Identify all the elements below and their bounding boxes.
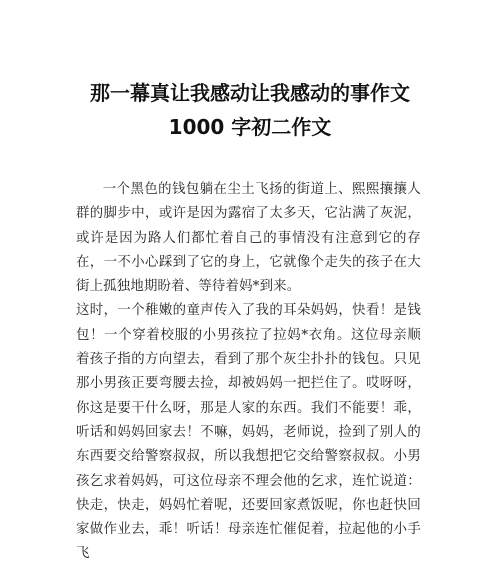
document-title: 那一幕真让我感动让我感动的事作文 1000 字初二作文 <box>90 81 410 139</box>
paragraph: 一个黑色的钱包躺在尘土飞扬的街道上、熙熙攘攘人群的脚步中，或许是因为露宿了太多天，它沾满了灰泥，或许是因为路人们都忙着自己的事情没有注意到它的存在，一不小心踩到了它的身上，它就像个走失的孩子在大街上孤独地期盼着、等待着妈*到来。 <box>76 182 421 295</box>
paragraph: 这时，一个稚嫩的童声传入了我的耳朵妈妈，快看！是钱包！一个穿着校服的小男孩拉了拉妈*衣角。这位母亲顺着孩子指的方向望去，看到了那个灰尘扑扑的钱包。只见那小男孩正要弯腰去捡，却被妈妈一把拦住了。哎呀呀，你这是要干什么呀，那是人家的东西。我们不能要！乖，听话和妈妈回家去！不嘛，妈妈，老师说，捡到了别人的东西要交给警察叔叔，所以我想把它交给警察叔叔。小男孩乞求着妈妈，可这位母亲不理会他的乞求，连忙说道：快走，快走，妈妈忙着呢，还要回家煮饭呢，你也赶快回家做作业去，乖！听话！母亲连忙催促着，拉起他的小手飞 <box>76 303 421 562</box>
document-body <box>76 178 421 567</box>
